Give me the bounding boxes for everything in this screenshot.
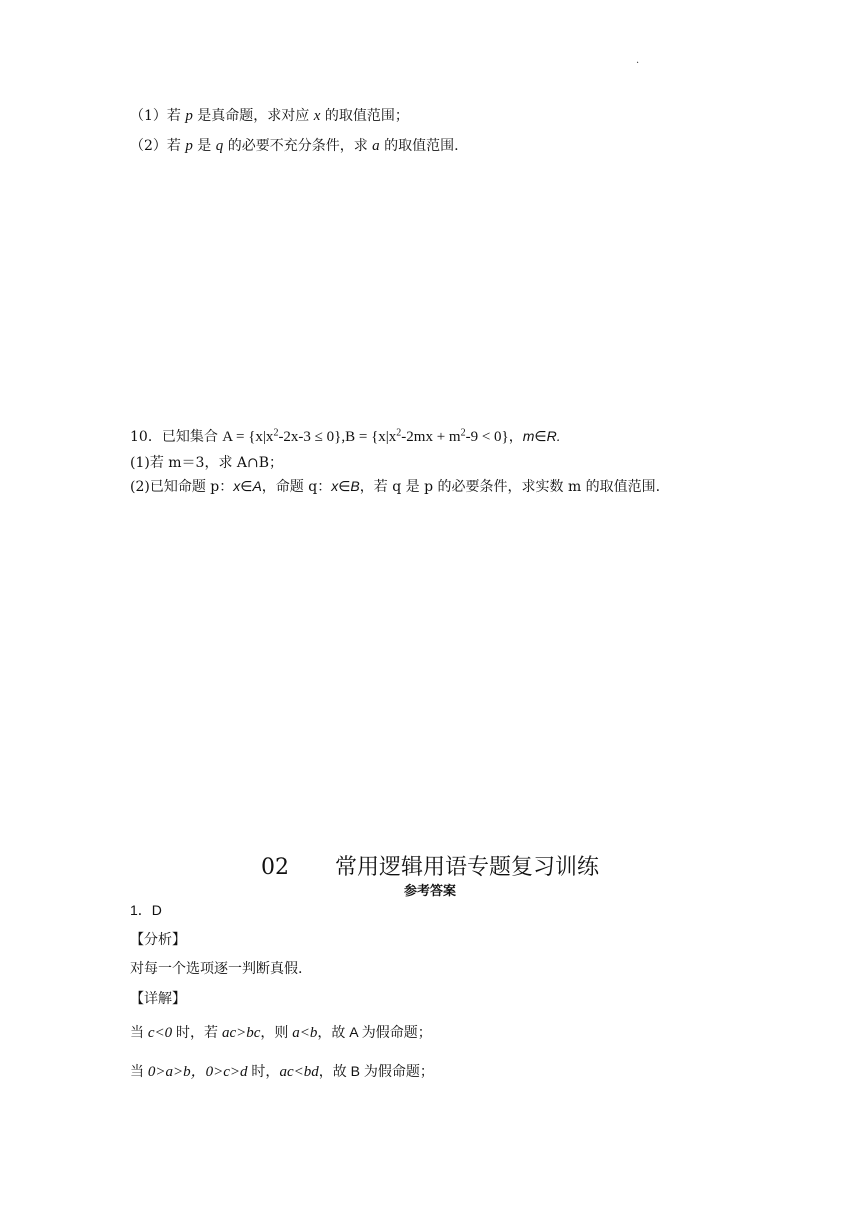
analysis-label: 【分析】	[130, 931, 186, 947]
q9-part2: （2）若 p 是 q 的必要不充分条件，求 a 的取值范围.	[130, 138, 459, 154]
answer-section-subtitle: 参考答案	[403, 884, 456, 899]
q9-part1: （1）若 p 是真命题，求对应 x 的取值范围；	[130, 108, 409, 124]
header-mark: ·	[636, 58, 640, 69]
detail-line-1: 当 c<0 时，若 ac>bc，则 a<b，故 A 为假命题；	[130, 1024, 432, 1041]
detail-line-2: 当 0>a>b，0>c>d 时，ac<bd，故 B 为假命题；	[130, 1063, 434, 1080]
analysis-text: 对每一个选项逐一判断真假.	[130, 961, 303, 977]
q10-stem: 10．已知集合 $A = \{x|x^2-2x-3 \le 0\},B = \{x|x^2-2mx + m^2-9 < 0\}$，m∈R.	[130, 427, 561, 445]
q10-part2: (2)已知命题 p：x∈A，命题 q：x∈B，若 q 是 p 的必要条件，求实数 m 的取值范围.	[130, 478, 661, 495]
answer-1: 1．D	[130, 902, 162, 918]
q10-part1: (1)若 m＝3，求 A∩B；	[130, 455, 284, 471]
answer-section-title: 02 常用逻辑用语专题复习训练	[260, 855, 599, 880]
detail-label: 【详解】	[130, 990, 186, 1006]
